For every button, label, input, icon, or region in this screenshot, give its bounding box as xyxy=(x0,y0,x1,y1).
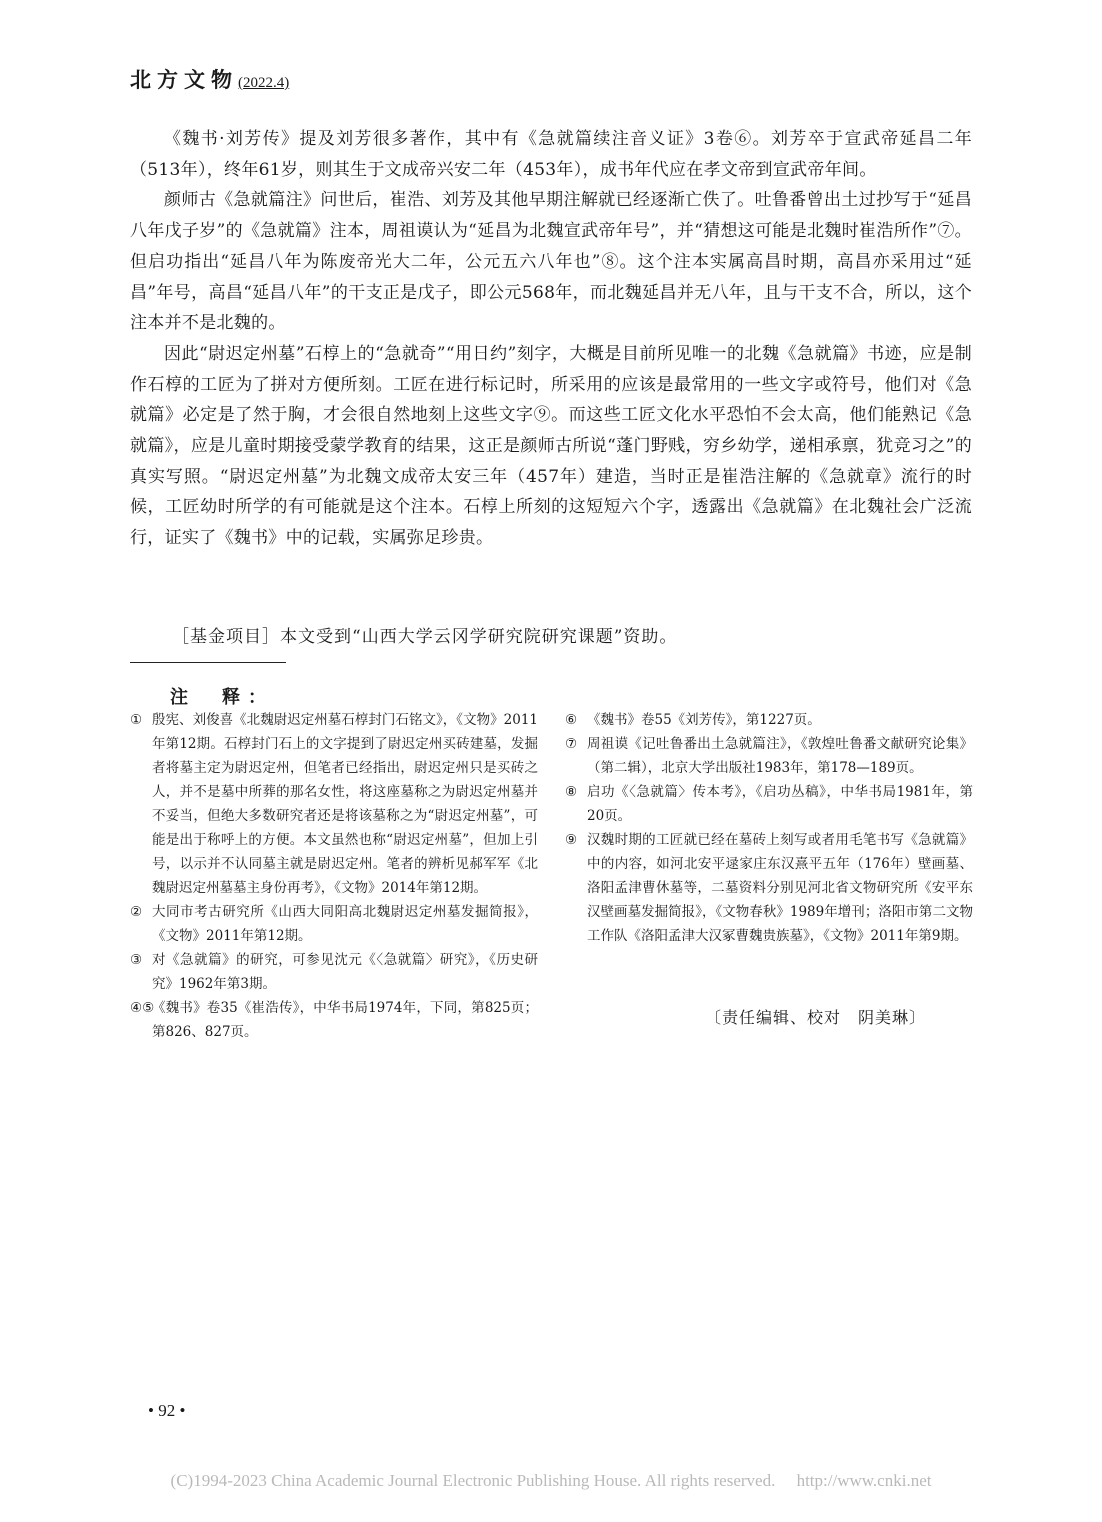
note-item xyxy=(565,732,973,780)
notes-divider xyxy=(130,662,286,663)
body-paragraph-2: 颜师古《急就篇注》问世后，崔浩、刘芳及其他早期注解就已经逐渐亡佚了。吐鲁番曾出土过抄写于“延昌八年戊子岁”的《急就篇》注本，周祖谟认为“延昌为北魏宣武帝年号”，并“猜想这可能是北魏时崔浩所作”⑦。但启功指出“延昌八年为陈废帝光大二年，公元五六八年也”⑧。这个注本实属高昌时期，高昌亦采用过“延昌”年号，高昌“延昌八年”的干支正是戊子，即公元568年，而北魏延昌并无八年，且与干支不合，所以，这个注本并不是北魏的。 xyxy=(130,190,972,334)
copyright-watermark: (C)1994-2023 China Academic Journal Electronic Publishing House. All rights reserved. http://www.cnki.net xyxy=(170,1471,932,1490)
journal-name: 北方文物 xyxy=(130,67,238,92)
page-header xyxy=(130,64,289,94)
note-text: 大同市考古研究所《山西大同阳高北魏尉迟定州墓发掘简报》，《文物》2011年第12期。 xyxy=(152,904,538,944)
note-number: ② xyxy=(130,904,143,920)
note-number: ⑦ xyxy=(565,736,578,752)
note-item xyxy=(130,708,538,900)
body-paragraph-3: 因此“尉迟定州墓”石椁上的“急就奇”“用日约”刻字，大概是目前所见唯一的北魏《急就篇》书迹，应是制作石椁的工匠为了拼对方便所刻。工匠在进行标记时，所采用的应该是最常用的一些文字或符号，他们对《急就篇》必定是了然于胸，才会很自然地刻上这些文字⑨。而这些工匠文化水平恐怕不会太高，他们能熟记《急就篇》，应是儿童时期接受蒙学教育的结果，这正是颜师古所说“蓬门野贱，穷乡幼学，递相承禀，犹竞习之”的真实写照。“尉迟定州墓”为北魏文成帝太安三年（457年）建造，当时正是崔浩注解的《急就章》流行的时候，工匠幼时所学的有可能就是这个注本。石椁上所刻的这短短六个字，透露出《急就篇》在北魏社会广泛流行，证实了《魏书》中的记载，实属弥足珍贵。 xyxy=(130,343,972,549)
note-text: 《魏书》卷55《刘芳传》，第1227页。 xyxy=(587,712,821,728)
funding-statement: ［基金项目］本文受到“山西大学云冈学研究院研究课题”资助。 xyxy=(172,627,678,647)
note-number: ④⑤ xyxy=(130,1000,155,1016)
note-number: ⑥ xyxy=(565,712,578,728)
journal-issue: (2022.4) xyxy=(238,75,290,91)
note-text: 殷宪、刘俊喜《北魏尉迟定州墓石椁封门石铭文》，《文物》2011年第12期。石椁封门石上的文字提到了尉迟定州买砖建墓，发掘者将墓主定为尉迟定州，但笔者已经指出，尉迟定州只是买砖之人，并不是墓中所葬的那名女性，将这座墓称之为尉迟定州墓并不妥当，但绝大多数研究者还是将该墓称之为“尉迟定州墓”，可能是出于称呼上的方便。本文虽然也称“尉迟定州墓”，但加上引号，以示并不认同墓主就是尉迟定州。笔者的辨析见郝军军《北魏尉迟定州墓墓主身份再考》，《文物》2014年第12期。 xyxy=(152,712,538,896)
note-item xyxy=(565,780,973,828)
note-item xyxy=(130,996,538,1044)
note-number: ③ xyxy=(130,952,143,968)
note-text: 汉魏时期的工匠就已经在墓砖上刻写或者用毛笔书写《急就篇》中的内容，如河北安平逯家庄东汉熹平五年（176年）壁画墓、洛阳孟津曹休墓等，二墓资料分别见河北省文物研究所《安平东汉壁画墓发掘简报》，《文物春秋》1989年增刊；洛阳市第二文物工作队《洛阳孟津大汉冢曹魏贵族墓》，《文物》2011年第9期。 xyxy=(587,832,973,944)
notes-left-column xyxy=(130,708,538,1044)
note-item xyxy=(130,900,538,948)
note-number: ⑨ xyxy=(565,832,578,848)
note-number: ⑧ xyxy=(565,784,578,800)
note-text: 周祖谟《记吐鲁番出土急就篇注》，《敦煌吐鲁番文献研究论集》（第二辑），北京大学出版社1983年，第178—189页。 xyxy=(587,736,973,776)
notes-title: 注 释： xyxy=(170,687,274,708)
note-item xyxy=(565,708,973,732)
notes-right-column xyxy=(565,708,973,948)
body-paragraph-1: 《魏书·刘芳传》提及刘芳很多著作，其中有《急就篇续注音义证》3卷⑥。刘芳卒于宣武帝延昌二年（513年），终年61岁，则其生于文成帝兴安二年（453年），成书年代应在孝文帝到宣武帝年间。 xyxy=(130,129,972,180)
note-number: ① xyxy=(130,712,143,728)
note-item xyxy=(130,948,538,996)
note-item xyxy=(565,828,973,948)
editor-credit: 〔责任编辑、校对 阴美琳〕 xyxy=(705,1008,927,1027)
note-text: 启功《〈急就篇〉传本考》，《启功丛稿》，中华书局1981年，第20页。 xyxy=(587,784,973,824)
note-text: 对《急就篇》的研究，可参见沈元《〈急就篇〉研究》，《历史研究》1962年第3期。 xyxy=(152,952,538,992)
page-number: • 92 • xyxy=(148,1401,186,1420)
article-body xyxy=(130,124,972,554)
note-text: 《魏书》卷35《崔浩传》，中华书局1974年，下同，第825页；第826、827页。 xyxy=(152,1000,538,1040)
